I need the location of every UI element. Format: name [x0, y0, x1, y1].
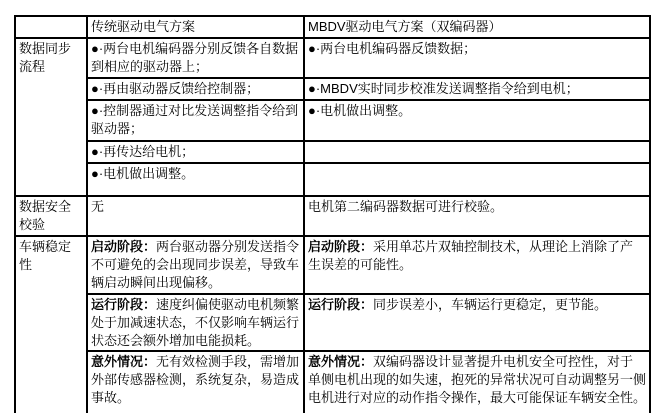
- stability-subrow-unexpected: [15, 351, 650, 413]
- sync-subrow-1: [15, 38, 650, 78]
- phase-text: 两台驱动器分别发送指令不可避免的会出现同步误差，导致车辆启动瞬间出现偏移。: [91, 238, 300, 290]
- row-label-data-safety: 数据安全校验: [15, 196, 87, 236]
- safety-row: [15, 196, 650, 236]
- stability-traditional-startup: [87, 236, 304, 294]
- header-row: [15, 16, 650, 38]
- phase-label-unexpected: 意外情况：: [308, 354, 374, 370]
- phase-label-startup: 启动阶段：: [308, 238, 374, 254]
- sync-subrow-3: [15, 100, 650, 141]
- phase-label-unexpected: 意外情况：: [91, 354, 157, 370]
- phase-text: 速度纠偏使驱动电机频繁处于加减速状态，不仅影响车辆运行状态还会额外增加电能损耗。: [91, 296, 300, 348]
- sync-subrow-2: [15, 78, 650, 100]
- phase-text: 双编码器设计显著提升电机安全可控性，对于单侧电机出现的如失速，抱死的异常状况可自动调整另一侧电机进行对应的动作指令操作，最大可能保证车辆安全性。: [308, 354, 647, 406]
- phase-label-running: 运行阶段：: [308, 296, 374, 312]
- sync-subrow-5: [15, 163, 650, 196]
- stability-mbdv-unexpected: [304, 351, 650, 413]
- sync-traditional-step-1: ●·两台电机编码器分别反馈各自数据到相应的驱动器上；: [87, 38, 304, 78]
- safety-traditional-value: 无: [87, 196, 304, 236]
- sync-mbdv-step-5: [304, 163, 650, 196]
- phase-text: 采用单芯片双轴控制技术，从理论上消除了产生误差的可能性。: [308, 238, 634, 272]
- stability-traditional-running: [87, 294, 304, 352]
- sync-traditional-step-3: ●·控制器通过对比发送调整指令给到驱动器；: [87, 100, 304, 141]
- phase-text: 同步误差小，车辆运行更稳定，更节能。: [373, 296, 608, 312]
- stability-subrow-running: [15, 294, 650, 352]
- drive-scheme-comparison-table: [14, 15, 651, 413]
- stability-traditional-unexpected: [87, 351, 304, 413]
- sync-traditional-step-2: ●·再由驱动器反馈给控制器；: [87, 78, 304, 100]
- sync-mbdv-step-4: [304, 141, 650, 163]
- sync-traditional-step-5: ●·电机做出调整。: [87, 163, 304, 196]
- stability-mbdv-running: [304, 294, 650, 352]
- sync-mbdv-step-3: ●·电机做出调整。: [304, 100, 650, 141]
- sync-traditional-step-4: ●·再传达给电机；: [87, 141, 304, 163]
- sync-mbdv-step-2: ●·MBDV实时同步校准发送调整指令给到电机；: [304, 78, 650, 100]
- phase-label-startup: 启动阶段：: [91, 238, 157, 254]
- phase-text: 无有效检测手段，需增加外部传感器检测，系统复杂，易造成事故。: [91, 354, 300, 406]
- sync-subrow-4: [15, 141, 650, 163]
- row-label-data-sync: 数据同步流程: [15, 38, 87, 196]
- stability-subrow-startup: [15, 236, 650, 294]
- row-label-vehicle-stability: 车辆稳定性: [15, 236, 87, 413]
- sync-mbdv-step-1: ●·两台电机编码器反馈数据；: [304, 38, 650, 78]
- stability-mbdv-startup: [304, 236, 650, 294]
- header-traditional-scheme: 传统驱动电气方案: [87, 16, 304, 38]
- header-empty-cell: [15, 16, 87, 38]
- header-mbdv-scheme: MBDV驱动电气方案（双编码器）: [304, 16, 650, 38]
- safety-mbdv-value: 电机第二编码器数据可进行校验。: [304, 196, 650, 236]
- phase-label-running: 运行阶段：: [91, 296, 157, 312]
